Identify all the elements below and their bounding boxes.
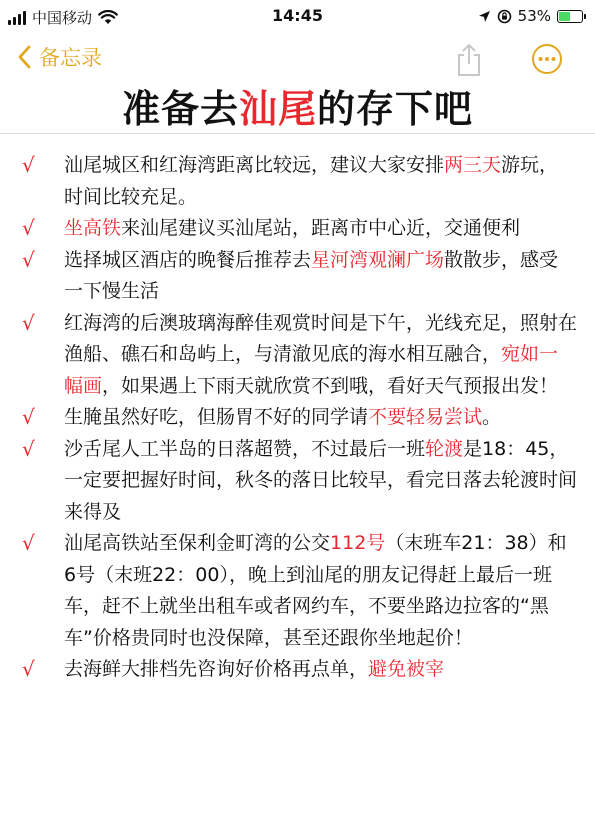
- item-text: 游玩，时间比较充足。: [64, 154, 559, 208]
- share-icon[interactable]: [454, 42, 484, 78]
- highlight-text: 不要轻易尝试: [368, 406, 483, 428]
- item-text: 沙舌尾人工半岛的日落超赞，不过最后一班: [64, 437, 426, 460]
- note-item: [22, 654, 577, 686]
- item-text: 汕尾高铁站至保利金町湾的公交: [64, 532, 331, 554]
- note-body: [22, 150, 577, 686]
- note-item: [22, 245, 577, 308]
- highlight-text: 轮渡: [425, 437, 464, 460]
- item-text: 散散步，感受一下慢生活: [64, 248, 559, 302]
- title-part-1: 准备去: [121, 87, 239, 131]
- check-mark: √: [22, 436, 35, 461]
- highlight-text: 112号: [330, 532, 386, 554]
- note-item: [22, 308, 577, 403]
- status-time: 14:45: [272, 6, 323, 25]
- note-item: [22, 528, 577, 654]
- check-mark: √: [22, 531, 35, 555]
- status-right: [478, 7, 583, 25]
- check-mark: √: [22, 405, 35, 429]
- highlight-text: 避免被宰: [368, 658, 445, 680]
- highlight-text: 宛如一幅画: [64, 343, 559, 397]
- check-mark: √: [22, 247, 35, 272]
- battery-icon: [557, 10, 583, 23]
- item-text: 去海鲜大排档先咨询好价格再点单，: [64, 658, 369, 680]
- note-item: [22, 402, 577, 434]
- check-mark: √: [22, 657, 35, 681]
- note-item: [22, 213, 577, 245]
- more-icon[interactable]: [531, 43, 563, 75]
- highlight-text: 两三天: [444, 154, 502, 176]
- carrier-label: 中国移动: [32, 9, 93, 27]
- orientation-lock-icon: [497, 9, 512, 24]
- item-text: 生腌虽然好吃，但肠胃不好的同学请: [64, 406, 369, 428]
- highlight-text: 坐高铁: [64, 217, 122, 239]
- back-label: 备忘录: [39, 46, 102, 70]
- item-text: ，如果遇上下雨天就欣赏不到哦，看好天气预报出发！: [102, 374, 559, 397]
- item-text: 。: [482, 406, 502, 428]
- title-highlight: 汕尾: [238, 87, 317, 131]
- back-button[interactable]: [18, 42, 102, 72]
- note-title: [0, 78, 595, 133]
- battery-percent: 53%: [517, 7, 551, 25]
- item-text: 来汕尾建议买汕尾站，距离市中心近，交通便利: [121, 217, 521, 239]
- item-text: （末班车21：38）和6号（末班22：00），晚上到汕尾的朋友记得赶上最后一班车，赶不上就坐出租车或者网约车，不要坐路边拉客的“黑车”价格贵同时也没保障，甚至还跟你坐地起价！: [64, 532, 567, 649]
- highlight-text: 星河湾观澜广场: [311, 248, 445, 271]
- item-text: 红海湾的后澳玻璃海醉佳观赏时间是下午，光线充足，照射在渔船、礁石和岛屿上，与清澈见底的海水相互融合，: [64, 311, 578, 365]
- check-mark: √: [22, 216, 35, 240]
- check-mark: √: [22, 310, 35, 335]
- note-item: [22, 150, 577, 213]
- chevron-left-icon: [18, 45, 31, 69]
- note-item: [22, 434, 577, 529]
- check-mark: √: [22, 153, 35, 177]
- item-text: 是18：45，一定要把握好时间，秋冬的落日比较早，看完日落去轮渡时间来得及: [64, 437, 578, 523]
- title-part-2: 的存下吧: [317, 87, 474, 131]
- status-bar: [0, 0, 595, 34]
- item-text: 汕尾城区和红海湾距离比较远，建议大家安排: [64, 154, 445, 176]
- title-divider: [0, 133, 595, 134]
- location-arrow-icon: [478, 10, 491, 23]
- item-text: 选择城区酒店的晚餐后推荐去: [64, 248, 312, 271]
